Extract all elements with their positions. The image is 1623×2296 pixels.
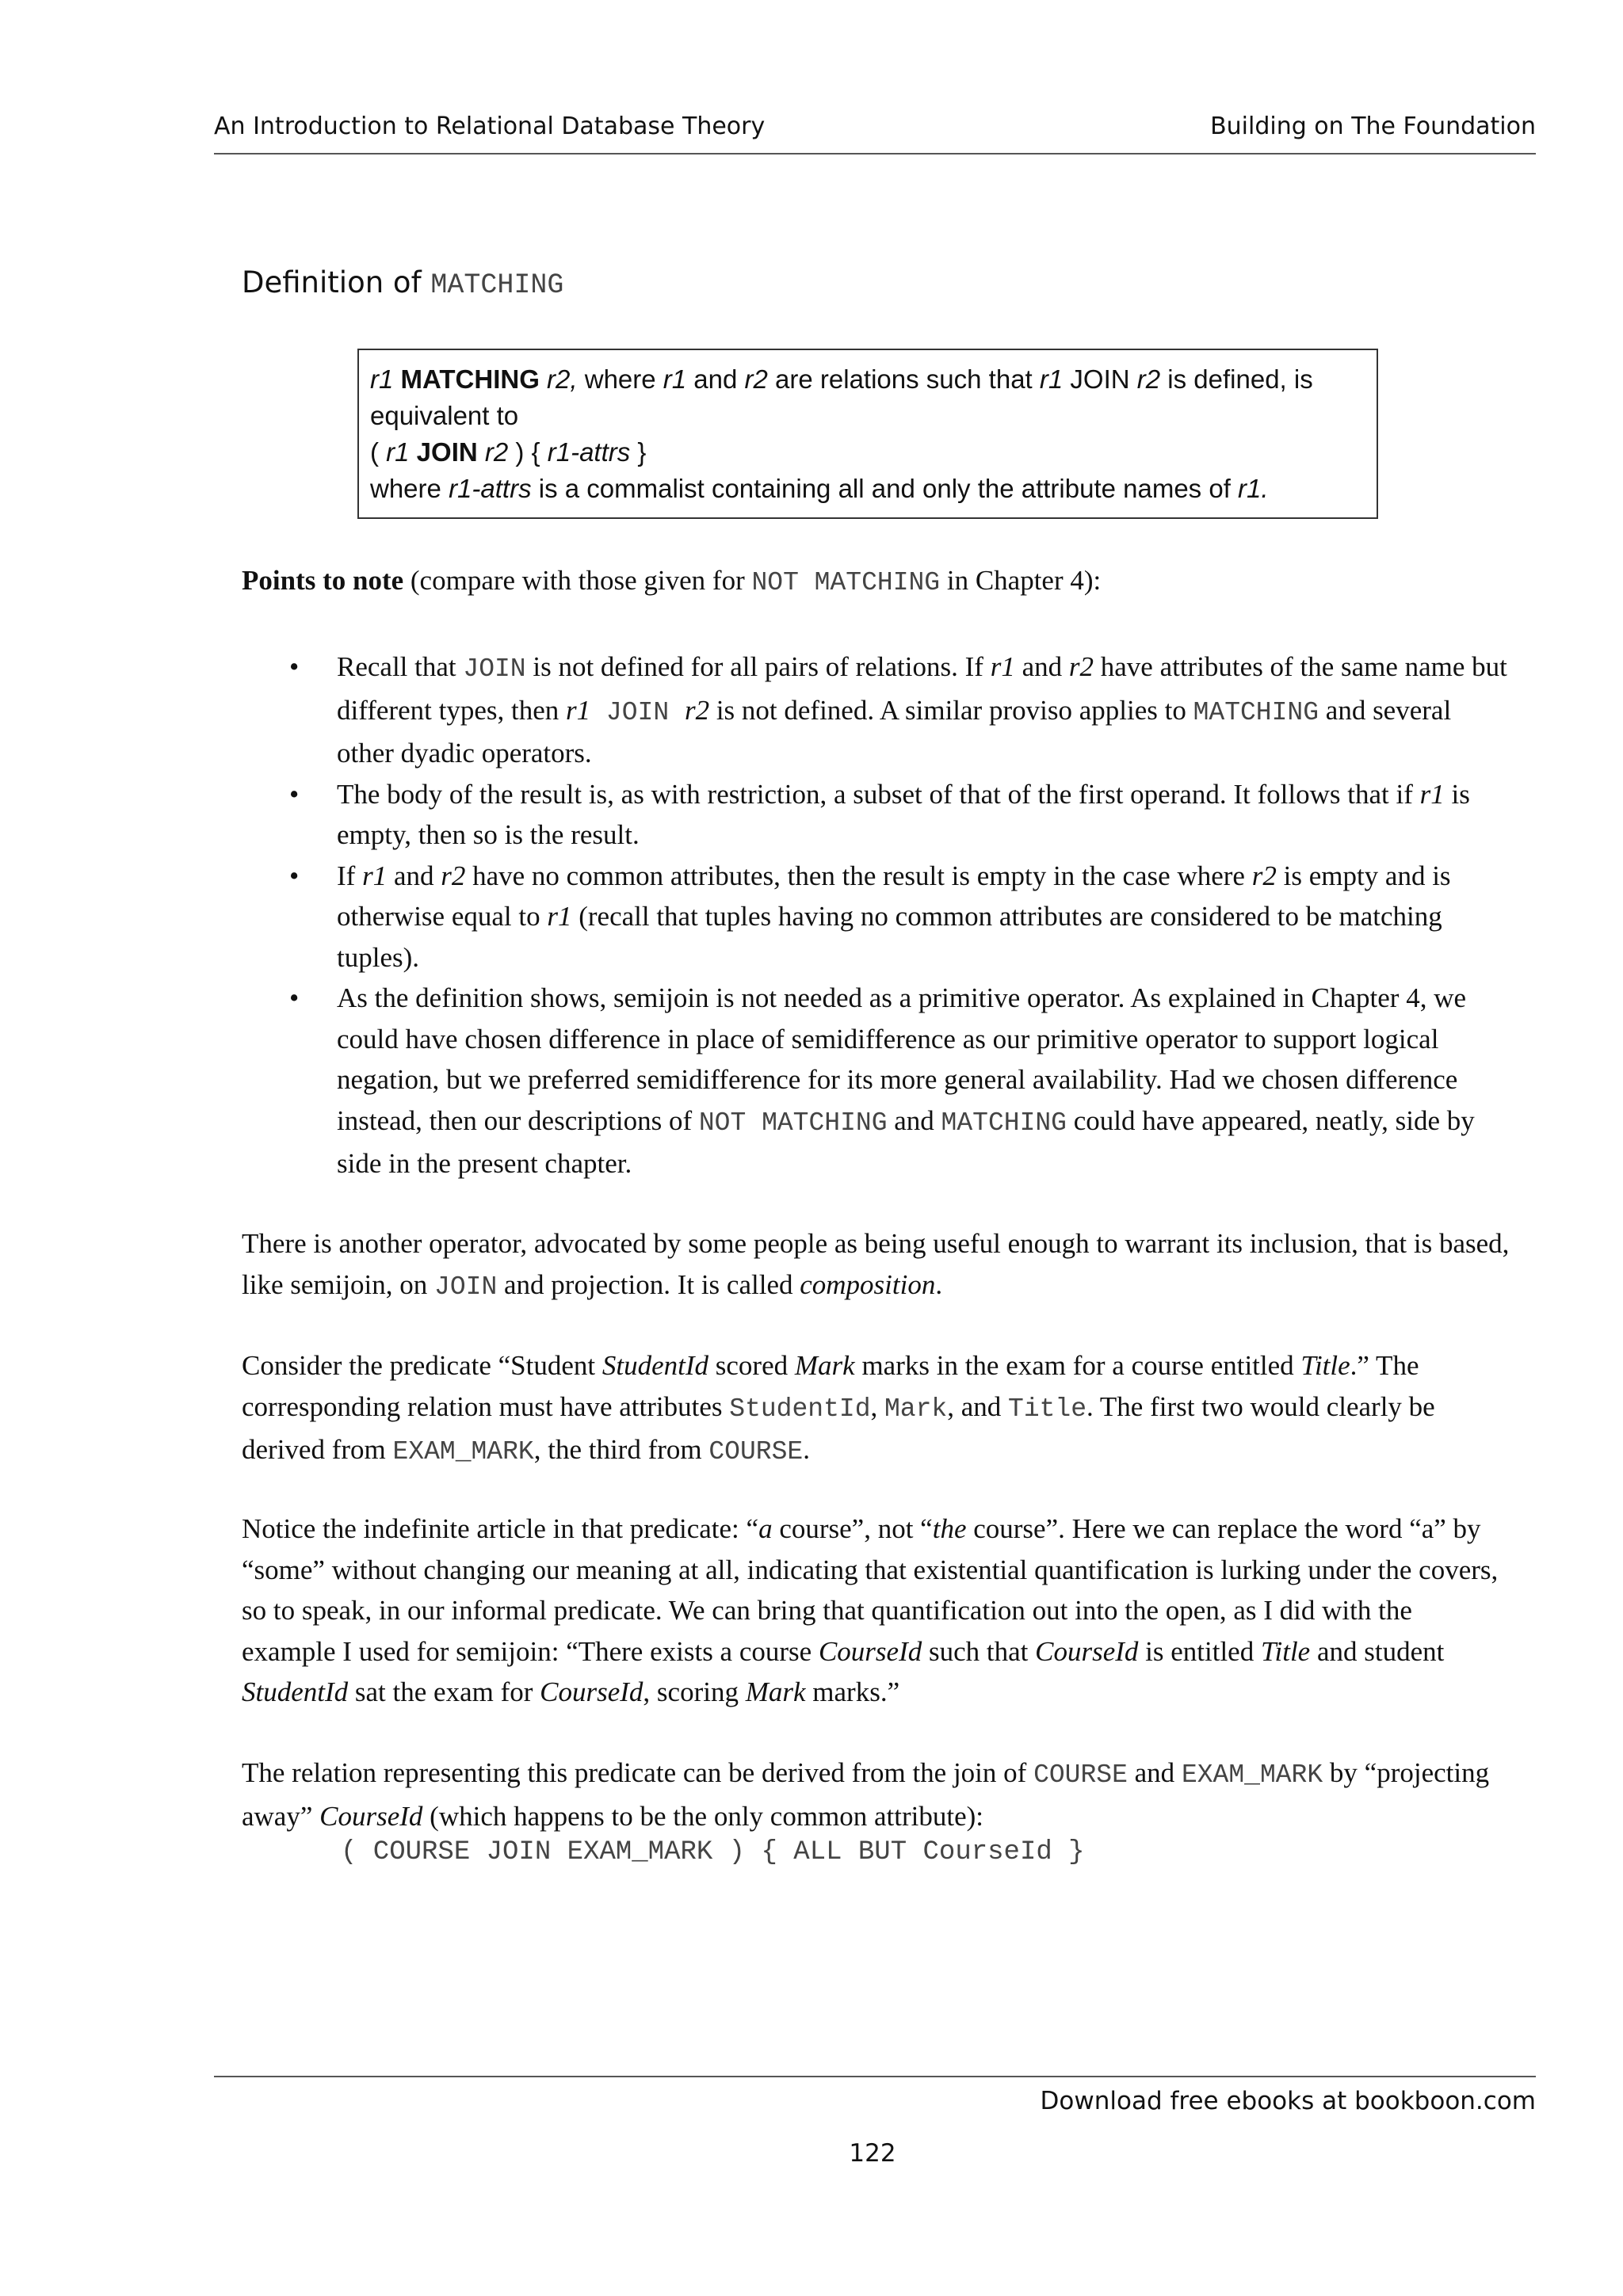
paragraph-derivation: The relation representing this predicate can be derived from the join of COURSE and EXAM_MARK by “projecting away” CourseId (which happens to be the only common attribute): bbox=[242, 1757, 1490, 1832]
points-to-note-intro: Points to note (compare with those given for NOT MATCHING in Chapter 4): bbox=[242, 565, 1102, 597]
list-item: • If r1 and r2 have no common attributes, then the result is empty in the case where r2 is empty and is otherwise equal to r1 (recall that tuples having no common attributes are considered to be matching tuples). bbox=[242, 856, 1510, 978]
list-item: • As the definition shows, semijoin is not needed as a primitive operator. As explained in Chapter 4, we could have chosen difference in place of semidifference as our primitive operator to support logical negation, but we preferred semidifference for its more general availability. Had we chosen difference instead, then our descriptions of NOT MATCHING and MATCHING could have appeared, neatly, side by side in the present chapter. bbox=[242, 978, 1510, 1184]
bullet-icon: • bbox=[289, 982, 300, 1013]
bullet-icon: • bbox=[289, 860, 300, 891]
paragraph-composition: There is another operator, advocated by some people as being useful enough to warrant its inclusion, that is based, like semijoin, on JOIN and projection. It is called composition. bbox=[242, 1228, 1510, 1302]
points-list bbox=[242, 646, 1510, 1184]
running-header-title: An Introduction to Relational Database Theory bbox=[214, 113, 766, 140]
bullet-icon: • bbox=[289, 778, 300, 810]
code-example: ( COURSE JOIN EXAM_MARK ) { ALL BUT CourseId } bbox=[341, 1837, 1085, 1867]
footer-rule bbox=[214, 2076, 1536, 2077]
definition-line-1: r1 MATCHING r2, where r1 and r2 are relations such that r1 JOIN r2 is defined, is bbox=[370, 364, 1313, 394]
definition-line-3: ( r1 JOIN r2 ) { r1-attrs } bbox=[370, 437, 647, 467]
list-item: • Recall that JOIN is not defined for all pairs of relations. If r1 and r2 have attributes of the same name but different types, then r1 JOIN r2 is not defined. A similar proviso applies to MATCHING and several other dyadic operators. bbox=[242, 646, 1510, 774]
paragraph-quantification: Notice the indefinite article in that predicate: “a course”, not “the course”. Here we can replace the word “a” by “some” without changing our meaning at all, indicating that existential quantification is lurking under the covers, so to speak, in our informal predicate. We can bring that quantification out into the open, as I did with the example I used for semijoin: “There exists a course CourseId such that CourseId is entitled Title and student StudentId sat the exam for CourseId, scoring Mark marks.” bbox=[242, 1513, 1499, 1707]
page-number: 122 bbox=[849, 2139, 896, 2168]
definition-box bbox=[357, 349, 1378, 519]
definition-heading: Definition of MATCHING bbox=[242, 265, 564, 301]
running-header-section: Building on The Foundation bbox=[1210, 113, 1536, 140]
footer-download-link[interactable]: Download free ebooks at bookboon.com bbox=[1040, 2087, 1536, 2115]
definition-line-4: where r1-attrs is a commalist containing all and only the attribute names of r1. bbox=[370, 474, 1269, 503]
definition-line-2: equivalent to bbox=[370, 401, 519, 430]
bullet-icon: • bbox=[289, 651, 300, 682]
header-rule bbox=[214, 153, 1536, 154]
list-item: • The body of the result is, as with restriction, a subset of that of the first operand. It follows that if r1 is empty, then so is the result. bbox=[242, 774, 1510, 856]
paragraph-predicate: Consider the predicate “Student StudentId scored Mark marks in the exam for a course entitled Title.” The corresponding relation must have attributes StudentId, Mark, and Title. The first two would clearly be derived from EXAM_MARK, the third from COURSE. bbox=[242, 1350, 1435, 1466]
